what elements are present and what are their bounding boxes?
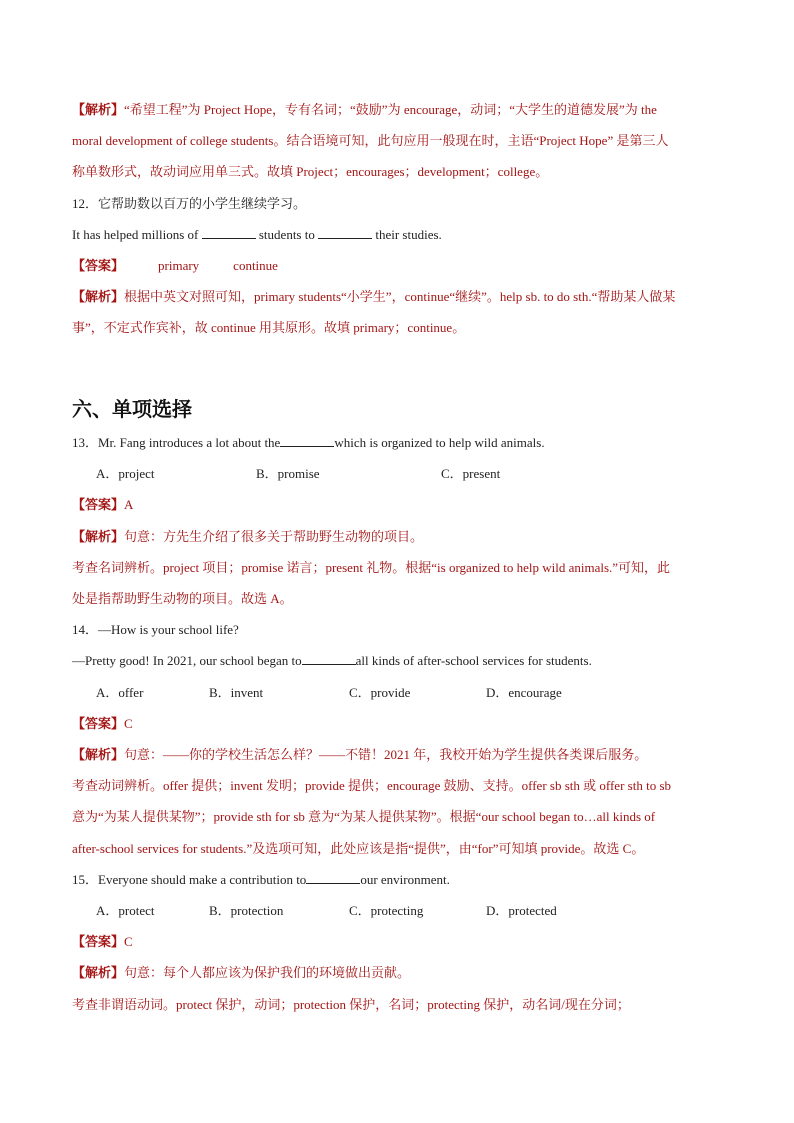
q11-analysis-line1 [72, 100, 724, 120]
q15-option-c[interactable]: C．protecting [349, 903, 424, 918]
q14-stem-part1: —Pretty good! In 2021, our school began to [72, 653, 302, 668]
blank [202, 226, 256, 239]
q14-analysis-line1 [72, 745, 724, 765]
analysis-tag: 【解析】 [72, 102, 125, 117]
q14-analysis-line2: 考查动词辨析。offer 提供；invent 发明；provide 提供；encourage 鼓励、支持。offer sb sth 或 offer sth to sb [72, 778, 672, 793]
q14-option-c[interactable]: C．provide [349, 685, 411, 700]
q14-stem-part2: all kinds of after-school services for students. [355, 653, 592, 668]
answer-tag: 【答案】 [72, 258, 125, 273]
analysis-text: 句意：方先生介绍了很多关于帮助野生动物的项目。 [124, 529, 424, 544]
q15-stem [72, 870, 724, 890]
q14-option-a[interactable]: A．offer [96, 685, 144, 700]
q13-option-c[interactable]: C．present [441, 466, 501, 481]
q14-option-d[interactable]: D．encourage [486, 685, 562, 700]
analysis-text: 句意：每个人都应该为保护我们的环境做出贡献。 [124, 965, 411, 980]
analysis-tag: 【解析】 [72, 529, 125, 544]
analysis-tag: 【解析】 [72, 289, 125, 304]
q14-option-b[interactable]: B．invent [209, 685, 264, 700]
answer-tag: 【答案】 [72, 934, 125, 949]
q13-stem [72, 433, 724, 453]
q15-analysis-line2: 考查非谓语动词。protect 保护，动词；protection 保护，名词；protecting 保护，动名词/现在分词； [72, 997, 630, 1012]
q13-analysis-line2: 考查名词辨析。project 项目；promise 诺言；present 礼物。根据“is organized to help wild animals.”可知，此 [72, 560, 671, 575]
q13-stem-part1: 13．Mr. Fang introduces a lot about the [72, 435, 281, 450]
q15-answer-value: C [124, 934, 133, 949]
q12-en-part2: students to [258, 227, 315, 242]
analysis-text: 根据中英文对照可知，primary students“小学生”，continue“继续”。help sb. to do sth.“帮助某人做某 [124, 289, 676, 304]
q13-stem-part2: which is organized to help wild animals. [334, 435, 545, 450]
q12-answer1: primary [158, 258, 200, 273]
section-title: 六、单项选择 [72, 397, 192, 421]
q12-stem: 12．它帮助数以百万的小学生继续学习。 [72, 196, 307, 211]
q12-en-part1: It has helped millions of [72, 227, 199, 242]
q14-analysis-line4: after-school services for students.”及选项可知，此处应该是指“提供”，由“for”可知填 provide。故选 C。 [72, 841, 645, 856]
q12-answer2: continue [233, 258, 278, 273]
q13-answer [72, 495, 724, 515]
q15-stem-part1: 15．Everyone should make a contribution to [72, 872, 307, 887]
q15-option-d[interactable]: D．protected [486, 903, 557, 918]
q13-analysis-line1 [72, 527, 724, 547]
analysis-text: “希望工程”为 Project Hope，专有名词；“鼓励”为 encourage，动词；“大学生的道德发展”为 the [124, 102, 657, 117]
q12-analysis-line1 [72, 287, 724, 307]
answer-tag: 【答案】 [72, 716, 125, 731]
q13-analysis-line3: 处是指帮助野生动物的项目。故选 A。 [72, 591, 293, 606]
q13-option-a[interactable]: A．project [96, 466, 155, 481]
q13-option-b[interactable]: B．promise [256, 466, 320, 481]
q13-answer-value: A [124, 497, 134, 512]
blank [318, 226, 372, 239]
q15-option-b[interactable]: B．protection [209, 903, 284, 918]
q14-answer [72, 714, 724, 734]
answer-tag: 【答案】 [72, 497, 125, 512]
blank [280, 434, 334, 447]
q11-analysis-line3: 称单数形式，故动词应用单三式。故填 Project；encourages；development；college。 [72, 164, 549, 179]
q14-stem-line2 [72, 651, 724, 671]
q15-analysis-line1 [72, 963, 724, 983]
q12-en-part3: their studies. [375, 227, 442, 242]
q15-option-a[interactable]: A．protect [96, 903, 155, 918]
analysis-tag: 【解析】 [72, 965, 125, 980]
q12-english [72, 225, 724, 245]
q12-analysis-line2: 事”，不定式作宾补，故 continue 用其原形。故填 primary；continue。 [72, 320, 466, 335]
analysis-text: 句意：——你的学校生活怎么样？——不错！2021 年，我校开始为学生提供各类课后服务。 [124, 747, 648, 762]
q14-answer-value: C [124, 716, 133, 731]
blank [302, 652, 356, 665]
q11-analysis-line2: moral development of college students。结合语境可知，此句应用一般现在时，主语“Project Hope” 是第三人 [72, 133, 669, 148]
q14-stem-line1: 14．—How is your school life? [72, 622, 239, 637]
blank [306, 871, 360, 884]
analysis-tag: 【解析】 [72, 747, 125, 762]
q15-stem-part2: our environment. [360, 872, 450, 887]
q12-answer [72, 256, 724, 276]
q14-analysis-line3: 意为“为某人提供某物”；provide sth for sb 意为“为某人提供某物”。根据“our school began to…all kinds of [72, 809, 656, 824]
q15-answer [72, 932, 724, 952]
